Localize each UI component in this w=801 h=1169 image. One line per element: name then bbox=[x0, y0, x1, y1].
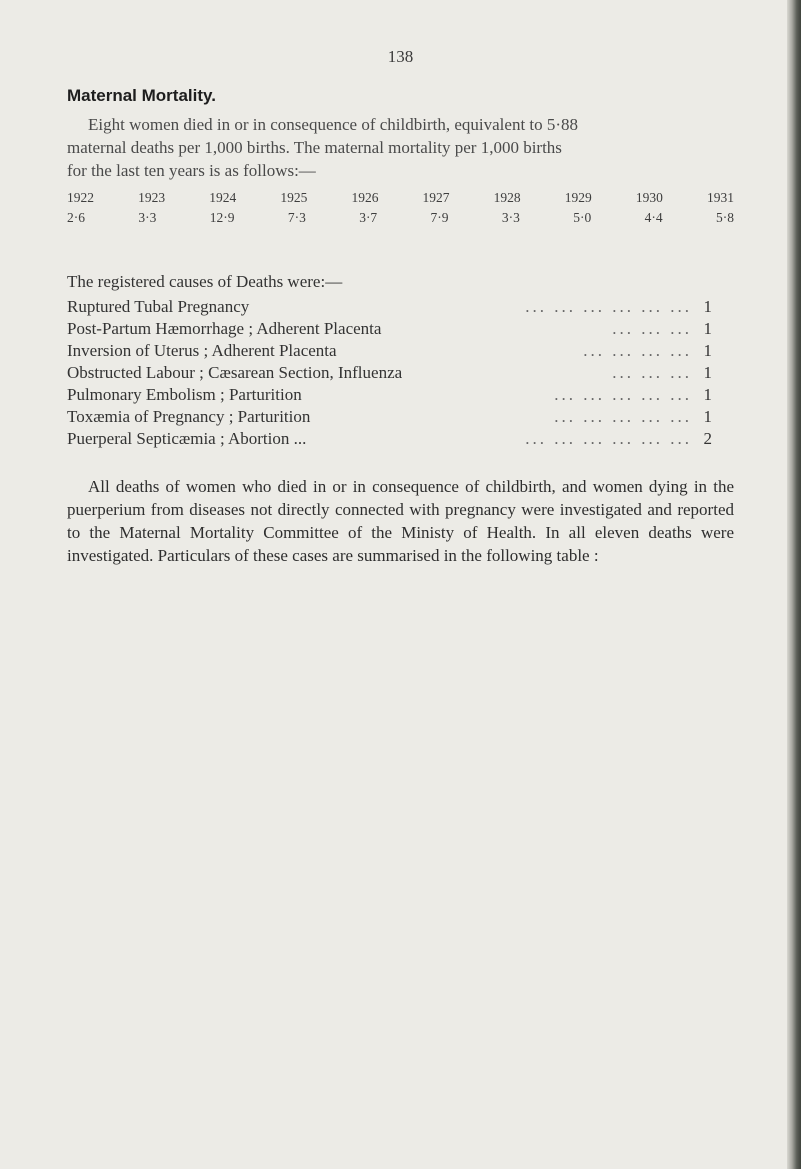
cause-row bbox=[67, 318, 712, 340]
dot-leader: ... ... ... bbox=[612, 363, 692, 382]
rate-cell: 3·3 bbox=[138, 210, 157, 225]
cause-row bbox=[67, 362, 712, 384]
cause-label: Ruptured Tubal Pregnancy bbox=[67, 297, 250, 316]
cause-label: Obstructed Labour ; Cæsarean Section, Influenza bbox=[67, 363, 403, 382]
cause-row bbox=[67, 296, 712, 318]
dot-leader: ... ... ... bbox=[612, 319, 692, 338]
cause-count: 1 bbox=[703, 385, 712, 404]
rates-values-row bbox=[67, 208, 734, 228]
cause-count: 1 bbox=[703, 297, 712, 316]
year-cell: 1931 bbox=[706, 190, 734, 205]
mortality-rates-table bbox=[67, 188, 734, 228]
dot-leader: ... ... ... ... ... ... bbox=[525, 429, 692, 448]
intro-line: maternal deaths per 1,000 births. The maternal mortality per 1,000 births bbox=[67, 138, 562, 157]
rate-cell: 4·4 bbox=[644, 210, 663, 225]
year-cell: 1926 bbox=[351, 190, 379, 205]
dot-leader: ... ... ... ... ... bbox=[554, 385, 692, 404]
cause-count: 1 bbox=[703, 363, 712, 382]
dot-leader: ... ... ... ... bbox=[583, 341, 692, 360]
rates-years-row bbox=[67, 188, 734, 208]
cause-count: 1 bbox=[703, 407, 712, 426]
cause-label: Inversion of Uterus ; Adherent Placenta bbox=[67, 341, 337, 360]
closing-text: All deaths of women who died in or in consequence of childbirth, and women dying in the puerperium from diseases not directly connected with pregnancy were investigated and reported to the Maternal Mortality Committee of the Ministy of Health. In all eleven deaths were investigated. Particulars of these cases are summarised in the following table : bbox=[67, 477, 734, 565]
year-cell: 1930 bbox=[635, 190, 663, 205]
year-cell: 1922 bbox=[67, 190, 94, 205]
cause-count: 1 bbox=[703, 319, 712, 338]
cause-row bbox=[67, 428, 712, 450]
dot-leader: ... ... ... ... ... ... bbox=[525, 297, 692, 316]
cause-row bbox=[67, 340, 712, 362]
year-cell: 1929 bbox=[564, 190, 592, 205]
cause-label: Toxæmia of Pregnancy ; Parturition bbox=[67, 407, 311, 426]
rate-cell: 12·9 bbox=[209, 210, 235, 225]
cause-row bbox=[67, 406, 712, 428]
year-cell: 1928 bbox=[493, 190, 521, 205]
rate-cell: 5·8 bbox=[715, 210, 734, 225]
causes-list bbox=[67, 296, 712, 450]
intro-line: for the last ten years is as follows:— bbox=[67, 161, 316, 180]
rate-cell: 5·0 bbox=[573, 210, 592, 225]
rate-cell: 2·6 bbox=[67, 210, 85, 225]
year-cell: 1925 bbox=[280, 190, 308, 205]
cause-label: Pulmonary Embolism ; Parturition bbox=[67, 385, 302, 404]
cause-count: 2 bbox=[703, 429, 712, 448]
year-cell: 1924 bbox=[209, 190, 237, 205]
rate-cell: 3·7 bbox=[359, 210, 378, 225]
intro-paragraph bbox=[67, 113, 734, 182]
section-heading: Maternal Mortality. bbox=[67, 86, 216, 105]
closing-paragraph bbox=[67, 475, 734, 567]
rate-cell: 7·3 bbox=[287, 210, 306, 225]
cause-label: Puerperal Septicæmia ; Abortion ... bbox=[67, 429, 307, 448]
cause-count: 1 bbox=[703, 341, 712, 360]
page-number: 138 bbox=[387, 47, 414, 66]
page-edge-shadow bbox=[787, 0, 801, 1169]
rate-cell: 3·3 bbox=[501, 210, 520, 225]
dot-leader: ... ... ... ... ... bbox=[554, 407, 692, 426]
year-cell: 1927 bbox=[422, 190, 450, 205]
year-cell: 1923 bbox=[138, 190, 166, 205]
rate-cell: 7·9 bbox=[430, 210, 449, 225]
cause-row bbox=[67, 384, 712, 406]
causes-intro: The registered causes of Deaths were:— bbox=[67, 272, 343, 291]
intro-line: Eight women died in or in consequence of childbirth, equivalent to 5·88 bbox=[88, 115, 579, 134]
cause-label: Post-Partum Hæmorrhage ; Adherent Placenta bbox=[67, 319, 382, 338]
